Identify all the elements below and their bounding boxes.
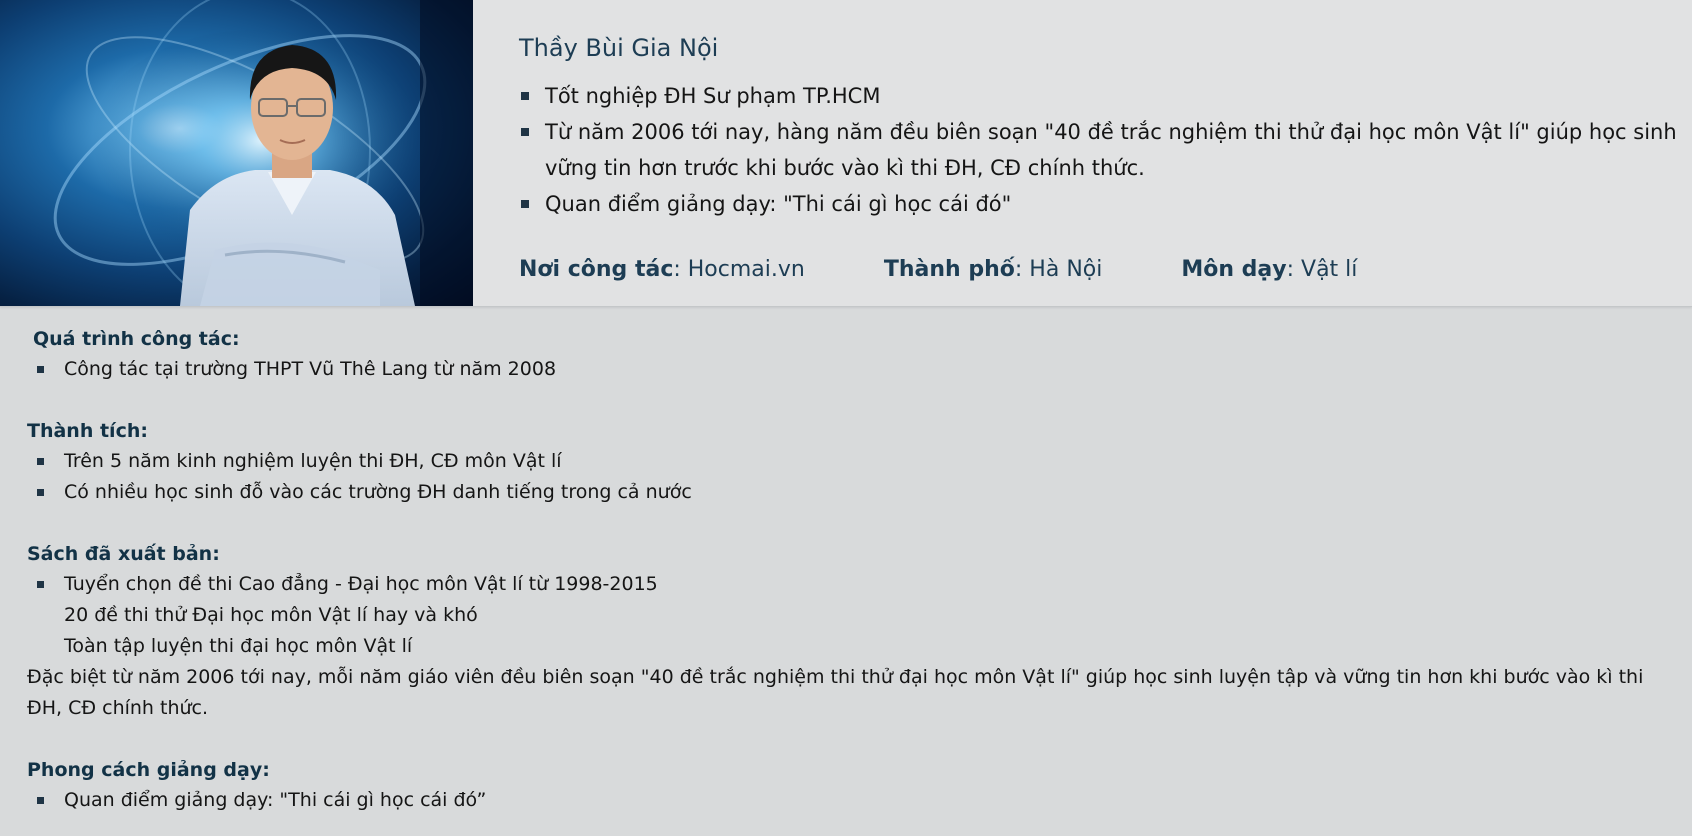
teacher-photo	[0, 0, 473, 306]
list-item: Có nhiều học sinh đỗ vào các trường ĐH danh tiếng trong cả nước	[27, 477, 1667, 508]
list-item: Từ năm 2006 tới nay, hàng năm đều biên soạn "40 đề trắc nghiệm thi thử đại học môn Vật lí" giúp học sinh vững tin hơn trước khi bước vào kì thi ĐH, CĐ chính thức.	[519, 114, 1679, 186]
highlight-list	[519, 78, 1679, 222]
books-note: Đặc biệt từ năm 2006 tới nay, mỗi năm giáo viên đều biên soạn "40 đề trắc nghiệm thi thử đại học môn Vật lí" giúp học sinh luyện tập và vững tin hơn khi bước vào kì thi ĐH, CĐ chính thức.	[27, 666, 1644, 719]
city-info: Thành phố: Hà Nội	[883, 257, 1103, 282]
list-item: Tuyển chọn đề thi Cao đẳng - Đại học môn Vật lí từ 1998-2015	[27, 569, 1667, 600]
city-label: Thành phố	[883, 257, 1015, 282]
list-item: Trên 5 năm kinh nghiệm luyện thi ĐH, CĐ môn Vật lí	[27, 446, 1667, 477]
achievements-list	[27, 446, 1667, 508]
list-item: Công tác tại trường THPT Vũ Thê Lang từ năm 2008	[27, 354, 1667, 385]
teaching-style-list	[27, 785, 1667, 816]
subject-value: Vật lí	[1301, 257, 1358, 282]
teacher-portrait-illustration	[0, 0, 473, 306]
list-item: Quan điểm giảng dạy: "Thi cái gì học cái đó"	[519, 186, 1679, 222]
profile-details	[27, 324, 1667, 816]
subject-info: Môn dạy: Vật lí	[1181, 257, 1358, 282]
workplace-info: Nơi công tác: Hocmai.vn	[519, 257, 805, 282]
city-value: Hà Nội	[1029, 257, 1103, 282]
books-list	[27, 569, 1667, 662]
profile-header	[0, 0, 1692, 307]
workplace-value: Hocmai.vn	[687, 257, 805, 282]
teacher-name: Thầy Bùi Gia Nội	[519, 34, 719, 62]
list-item: Tốt nghiệp ĐH Sư phạm TP.HCM	[519, 78, 1679, 114]
list-item: Quan điểm giảng dạy: "Thi cái gì học cái đó”	[27, 785, 1667, 816]
subject-label: Môn dạy	[1181, 257, 1287, 282]
list-item: 20 đề thi thử Đại học môn Vật lí hay và khó	[64, 604, 478, 626]
books-title: Sách đã xuất bản:	[27, 543, 220, 565]
career-title: Quá trình công tác:	[33, 328, 240, 350]
teacher-meta	[519, 250, 1429, 290]
career-list	[27, 354, 1667, 385]
workplace-label: Nơi công tác	[519, 257, 674, 282]
list-item: Toàn tập luyện thi đại học môn Vật lí	[64, 635, 413, 657]
achievements-title: Thành tích:	[27, 420, 148, 442]
profile-info	[519, 30, 1679, 222]
teaching-style-title: Phong cách giảng dạy:	[27, 759, 270, 781]
